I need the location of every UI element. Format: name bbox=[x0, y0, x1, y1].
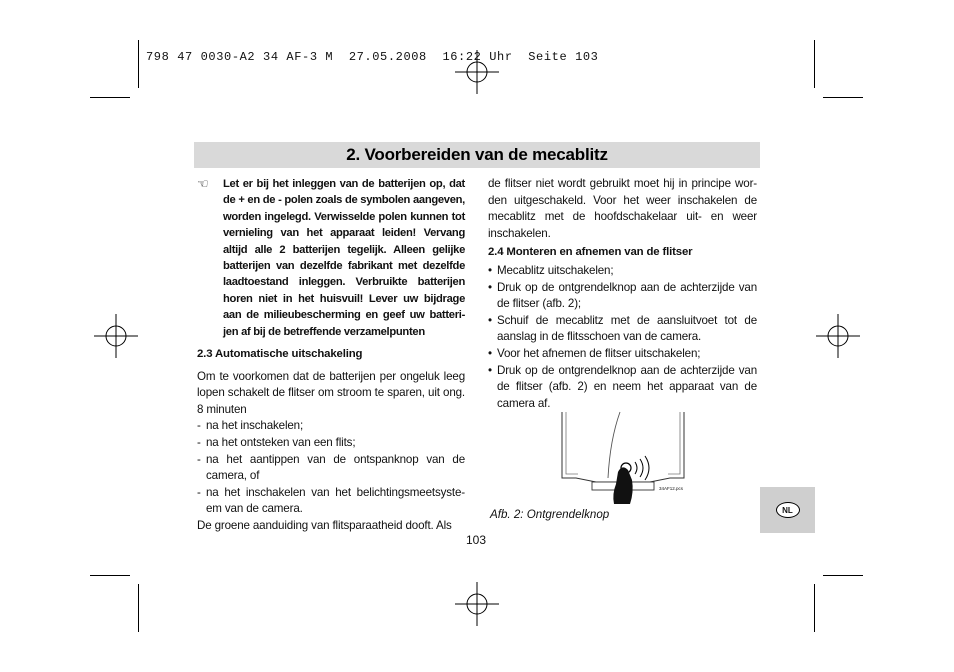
pointing-hand-icon: ☜ bbox=[197, 176, 209, 191]
crop-mark bbox=[138, 584, 139, 632]
right-column bbox=[488, 176, 757, 412]
section-title-bar bbox=[194, 142, 760, 168]
continuation-paragraph: de flitser niet wordt gebruikt moet hij in principe wor- den uitgeschakeld. Voor het weer inschakelen de mecablitz met de hoofdschakelaar uit- en weer inschakelen. bbox=[488, 177, 757, 240]
outro-paragraph: De groene aanduiding van flitsparaatheid dooft. Als bbox=[197, 519, 452, 532]
dash-list bbox=[197, 418, 465, 518]
left-column bbox=[197, 176, 465, 535]
bullet-list bbox=[488, 263, 757, 412]
crop-mark bbox=[823, 97, 863, 98]
section-heading-2-3: 2.3 Automatische uitschakeling bbox=[197, 348, 363, 361]
figure-caption: Afb. 2: Ontgrendelknop bbox=[490, 508, 610, 521]
crop-mark bbox=[138, 40, 139, 88]
crop-mark bbox=[814, 40, 815, 88]
page-number: 103 bbox=[466, 533, 487, 547]
figure-label: 34AF12.pcs bbox=[659, 486, 684, 491]
flash-illustration bbox=[556, 410, 690, 510]
crop-mark bbox=[90, 575, 130, 576]
section-heading-2-4: 2.4 Monteren en afnemen van de flitser bbox=[488, 246, 693, 259]
list-item: - na het inschakelen; bbox=[197, 418, 465, 435]
registration-mark-bottom bbox=[455, 582, 499, 626]
registration-mark-right bbox=[816, 314, 860, 358]
registration-mark-left bbox=[94, 314, 138, 358]
list-item: • Druk op de ontgrendelknop aan de achterzijde van de flitser (afb. 2); bbox=[488, 280, 757, 313]
crop-mark bbox=[823, 575, 863, 576]
list-item: • Schuif de mecablitz met de aansluitvoet tot de aanslag in de flitsschoen van de camera. bbox=[488, 313, 757, 346]
list-item: • Voor het afnemen de flitser uitschakelen; bbox=[488, 346, 757, 363]
language-badge: NL bbox=[776, 502, 800, 518]
print-header: 798 47 0030-A2 34 AF-3 M 27.05.2008 16:22 Uhr Seite 103 bbox=[146, 50, 599, 64]
list-item: - na het ontsteken van een flits; bbox=[197, 435, 465, 452]
list-item: - na het inschakelen van het belichtingsmeetsyste- em van de camera. bbox=[197, 485, 465, 518]
list-item: • Mecablitz uitschakelen; bbox=[488, 263, 757, 280]
crop-mark bbox=[90, 97, 130, 98]
crop-mark bbox=[814, 584, 815, 632]
note-text: Let er bij het inleggen van de batterijen op, dat de + en de - polen zoals de symbolen aangeven, worden ingelegd. Verwisselde polen kunnen tot vernieling van het apparaat leiden! Vervang altijd alle 2 batterijen tegelijk. Alleen gelijke batterijen van dezelfde fabrikant met dezelfde laadtoestand inleggen. Verbruikte batterijen horen niet in het huisvuil! Lever uw bijdrage aan de milieubescherming en geef uw batteri- jen af bij de betreffende verzamelpunten bbox=[223, 178, 465, 338]
list-item: - na het aantippen van de ontspanknop van de camera, of bbox=[197, 452, 465, 485]
page-title: 2. Voorbereiden van de mecablitz bbox=[346, 145, 608, 164]
intro-paragraph: Om te voorkomen dat de batterijen per ongeluk leeg lopen schakelt de flitser om stroom te sparen, uit ong. 8 minuten bbox=[197, 369, 465, 416]
warning-note bbox=[197, 176, 465, 340]
list-item: • Druk op de ontgrendelknop aan de achterzijde van de flitser (afb. 2) en neem het apparaat van de camera af. bbox=[488, 363, 757, 413]
language-tab bbox=[760, 487, 815, 533]
flash-back-drawing bbox=[556, 410, 690, 510]
